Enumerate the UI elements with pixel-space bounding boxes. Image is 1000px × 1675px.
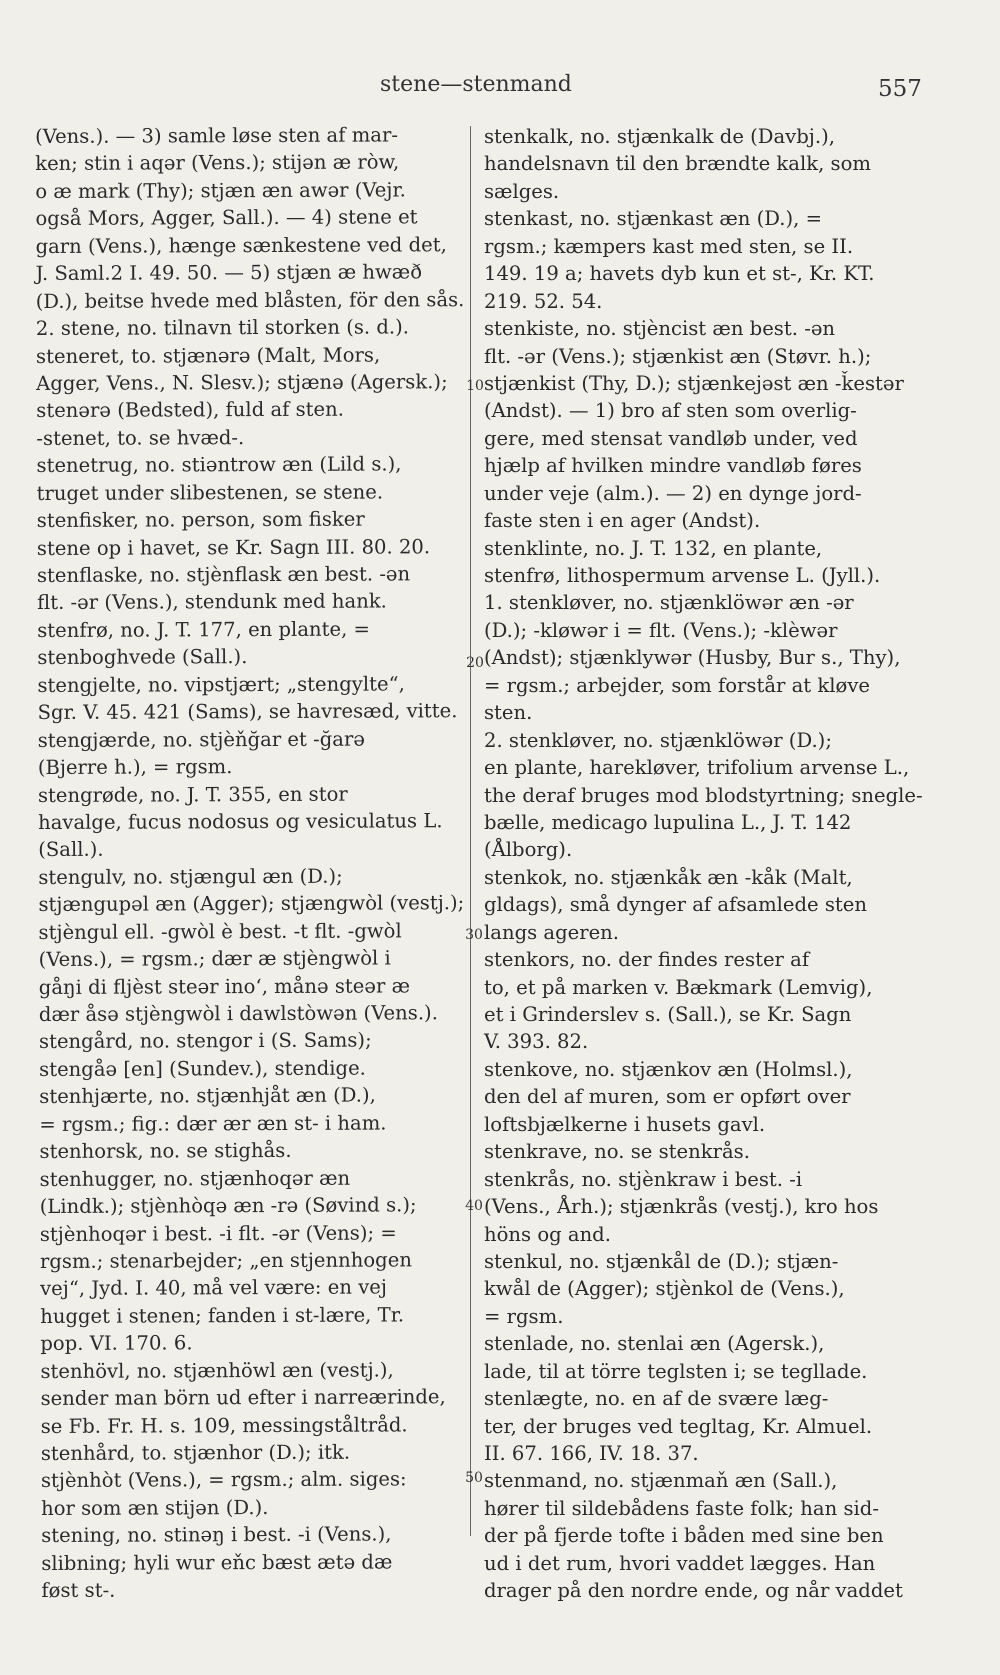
text-line: rgsm.; stenarbejder; „en stjennhogen <box>39 1248 412 1273</box>
text-line: se Fb. Fr. H. s. 109, messingståltråd. <box>40 1412 408 1438</box>
text-line: (Bjerre h.), = rgsm. <box>37 755 233 780</box>
text-line: Sgr. V. 45. 421 (Sams), se havresæd, vitte. <box>37 699 458 725</box>
line-number-marker: 40 <box>465 1198 483 1214</box>
text-line: stenhugger, no. stjænhoqər æn <box>39 1166 351 1191</box>
right-column <box>484 123 930 1675</box>
text-line: stenhövl, no. stjænhöwl æn (vestj.), <box>40 1358 394 1383</box>
text-line: stene op i havet, se Kr. Sagn III. 80. 20. <box>36 534 431 560</box>
text-line: handelsnavn til den brændte kalk, som <box>484 152 871 176</box>
text-line: (Lindk.); stjènhòqə æn -rə (Søvind s.); <box>39 1193 417 1219</box>
text-line: et i Grinderslev s. (Sall.), se Kr. Sagn <box>484 1003 852 1026</box>
text-line: (D.), beitse hvede med blåsten, för den sås. <box>35 287 465 313</box>
text-line: stjènhòt (Vens.), = rgsm.; alm. siges: <box>40 1467 407 1493</box>
running-title: stene—stenmand <box>380 72 572 97</box>
text-line: vej“, Jyd. I. 40, må vel være: en vej <box>40 1275 387 1301</box>
text-line: stenfisker, no. person, som fisker <box>36 507 365 533</box>
line-number-marker: 20 <box>466 655 484 671</box>
text-line: sten. <box>484 701 533 725</box>
text-line: 2. stene, no. tilnavn til storken (s. d.). <box>35 315 410 341</box>
text-line: stengjærde, no. stjèňğar et -ğarə <box>37 727 365 752</box>
text-line: stengjelte, no. vipstjært; „stengylte“, <box>37 672 405 697</box>
text-line: stenetrug, no. stiəntrow æn (Lild s.), <box>36 452 402 478</box>
text-line: der på fjerde tofte i båden med sine ben <box>484 1524 884 1548</box>
text-line: pop. VI. 170. 6. <box>40 1331 193 1356</box>
text-line: dær åsə stjèngwòl i dawlstòwən (Vens.). <box>38 1001 438 1026</box>
text-line: (Andst). — 1) bro af sten som overlig- <box>484 399 857 423</box>
text-line: J. Saml.2 I. 49. 50. — 5) stjæn æ hwæð <box>35 260 423 286</box>
text-line: drager på den nordre ende, og når vaddet <box>484 1579 903 1603</box>
left-column <box>35 121 470 1675</box>
text-line: kwål de (Agger); stjènkol de (Vens.), <box>484 1277 845 1301</box>
text-line: to, et på marken v. Bækmark (Lemvig), <box>484 975 873 999</box>
text-line: 219. 52. 54. <box>484 289 603 313</box>
text-line: garn (Vens.), hænge sænkestene ved det, <box>35 232 447 258</box>
text-line: höns og and. <box>484 1222 611 1246</box>
text-line: en plante, harekløver, trifolium arvense L., <box>484 756 910 780</box>
text-line: stenkul, no. stjænkål de (D.); stjæn- <box>484 1249 839 1273</box>
text-line: stenərə (Bedsted), fuld af sten. <box>36 398 345 423</box>
text-line: faste sten i en ager (Andst). <box>484 509 761 533</box>
text-line: bælle, medicago lupulina L., J. T. 142 <box>484 810 852 834</box>
text-line: ken; stin i aqər (Vens.); stijən æ ròw, <box>35 150 400 176</box>
text-line: stenkove, no. stjænkov æn (Holmsl.), <box>484 1057 853 1081</box>
text-line: stenkrås, no. stjènkraw i best. -i <box>484 1167 803 1191</box>
line-number-marker: 50 <box>465 1470 483 1486</box>
text-line: gåŋi di fljèst steər ino‘, månə steər æ <box>38 973 411 999</box>
text-line: sender man börn ud efter i narreærinde, <box>40 1385 446 1411</box>
text-line: den del af muren, som er opført over <box>484 1085 851 1109</box>
text-line: stenkast, no. stjænkast æn (D.), = <box>484 207 823 231</box>
text-line: steneret, to. stjænərə (Malt, Mors, <box>35 342 381 368</box>
text-line: stengård, no. stengor i (S. Sams); <box>38 1028 372 1054</box>
text-line: gldags), små dynger af afsamlede sten <box>484 893 868 917</box>
text-line: lade, til at törre teglsten i; se tegllade. <box>484 1359 868 1383</box>
text-line: (Vens., Årh.); stjænkrås (vestj.), kro hos <box>484 1195 879 1219</box>
column-divider <box>470 126 471 1536</box>
text-line: stenlade, no. stenlai æn (Agersk.), <box>484 1332 825 1356</box>
text-line: stenkok, no. stjænkåk æn -kåk (Malt, <box>484 865 853 889</box>
text-line: o æ mark (Thy); stjæn æn awər (Vejr. <box>35 178 406 203</box>
text-line: stenfrø, lithospermum arvense L. (Jyll.). <box>484 564 881 587</box>
text-line: (Vens.). — 3) samle løse sten af mar- <box>35 123 398 148</box>
text-line: stenhjærte, no. stjænhjåt æn (D.), <box>39 1083 376 1109</box>
page-header <box>0 72 1000 104</box>
text-line: stjènhoqər i best. -i flt. -ər (Vens); = <box>39 1220 397 1246</box>
text-line: stenboghvede (Sall.). <box>37 645 248 670</box>
text-line: hører til sildebådens faste folk; han sid- <box>484 1496 879 1520</box>
text-line: (Andst); stjænklywər (Husby, Bur s., Thy), <box>484 646 901 670</box>
text-line: stenmand, no. stjænmaň æn (Sall.), <box>484 1469 838 1493</box>
text-line: = rgsm.; fig.: dær ær æn st- i ham. <box>39 1111 387 1136</box>
text-line: Agger, Vens., N. Slesv.); stjænə (Agersk.); <box>36 370 448 395</box>
text-line: stenfrø, no. J. T. 177, en plante, = <box>37 617 370 642</box>
page-number: 557 <box>878 76 922 102</box>
text-line: føst st-. <box>41 1578 116 1603</box>
text-line: sælges. <box>484 179 560 203</box>
text-line: flt. -ər (Vens.); stjænkist æn (Støvr. h.); <box>484 344 872 368</box>
text-line: II. 67. 166, IV. 18. 37. <box>484 1442 699 1465</box>
text-line: stjængupəl æn (Agger); stjængwòl (vestj.); <box>38 891 465 917</box>
text-line: stenhård, to. stjænhor (D.); itk. <box>40 1440 351 1465</box>
text-line: (Ålborg). <box>484 838 573 862</box>
text-line: 2. stenkløver, no. stjænklöwər (D.); <box>484 728 832 752</box>
text-line: -stenet, to. se hvæd-. <box>36 425 245 450</box>
text-line: stenklinte, no. J. T. 132, en plante, <box>484 536 823 560</box>
text-line: slibning; hyli wur eňc bæst ætə dæ <box>41 1550 393 1575</box>
text-line: V. 393. 82. <box>484 1030 589 1054</box>
text-line: stengåə [en] (Sundev.), stendige. <box>39 1056 366 1081</box>
text-line: = rgsm. <box>484 1304 564 1328</box>
text-line: havalge, fucus nodosus og vesiculatus L. <box>38 809 443 834</box>
text-line: (Sall.). <box>38 838 104 862</box>
text-line: stenkalk, no. stjænkalk de (Davbj.), <box>484 125 835 148</box>
text-line: hor som æn stijən (D.). <box>40 1495 269 1520</box>
text-line: (Vens.), = rgsm.; dær æ stjèngwòl i <box>38 946 391 972</box>
text-line: stenhorsk, no. se stighås. <box>39 1139 292 1164</box>
text-line: 149. 19 a; havets dyb kun et st-, Kr. KT. <box>484 262 875 286</box>
text-line: truget under slibestenen, se stene. <box>36 480 384 505</box>
text-line: (D.); -kløwər i = flt. (Vens.); -klèwər <box>484 618 838 642</box>
text-line: stening, no. stinəŋ i best. -i (Vens.), <box>41 1522 392 1548</box>
text-line: gere, med stensat vandløb under, ved <box>484 426 858 450</box>
text-line: ud i det rum, hvori vaddet lægges. Han <box>484 1551 876 1575</box>
text-line: stenkors, no. der findes rester af <box>484 948 810 972</box>
text-line: stjænkist (Thy, D.); stjænkejəst æn -ǩestər <box>484 371 904 395</box>
line-number-marker: 30 <box>465 927 483 943</box>
text-line: 1. stenkløver, no. stjænklöwər æn -ər <box>484 591 854 615</box>
text-line: stengulv, no. stjængul æn (D.); <box>38 864 343 889</box>
text-line: stenkrave, no. se stenkrås. <box>484 1140 750 1164</box>
text-line: ter, der bruges ved tegltag, Kr. Almuel. <box>484 1414 873 1438</box>
text-line: the deraf bruges mod blodstyrtning; snegle- <box>484 783 923 807</box>
text-line: stenkiste, no. stjèncist æn best. -ən <box>484 317 836 341</box>
text-line: hjælp af hvilken mindre vandløb føres <box>484 454 862 478</box>
text-line: langs ageren. <box>484 920 620 944</box>
text-line: stengrøde, no. J. T. 355, en stor <box>37 782 348 807</box>
text-line: hugget i stenen; fanden i st-lære, Tr. <box>40 1303 405 1328</box>
text-line: stenlægte, no. en af de svære læg- <box>484 1387 829 1411</box>
text-line: flt. -ər (Vens.), stendunk med hank. <box>37 589 387 615</box>
line-number-marker: 10 <box>466 378 484 394</box>
text-line: = rgsm.; arbejder, som forstår at kløve <box>484 673 870 697</box>
text-line: stjèngul ell. -gwòl è best. -t flt. -gwòl <box>38 919 402 944</box>
text-line: rgsm.; kæmpers kast med sten, se II. <box>484 234 854 258</box>
text-line: under veje (alm.). — 2) en dynge jord- <box>484 481 862 505</box>
text-line: stenflaske, no. stjènflask æn best. -ən <box>36 562 411 587</box>
text-line: også Mors, Agger, Sall.). — 4) stene et <box>35 205 418 231</box>
text-line: loftsbjælkerne i husets gavl. <box>484 1112 766 1136</box>
